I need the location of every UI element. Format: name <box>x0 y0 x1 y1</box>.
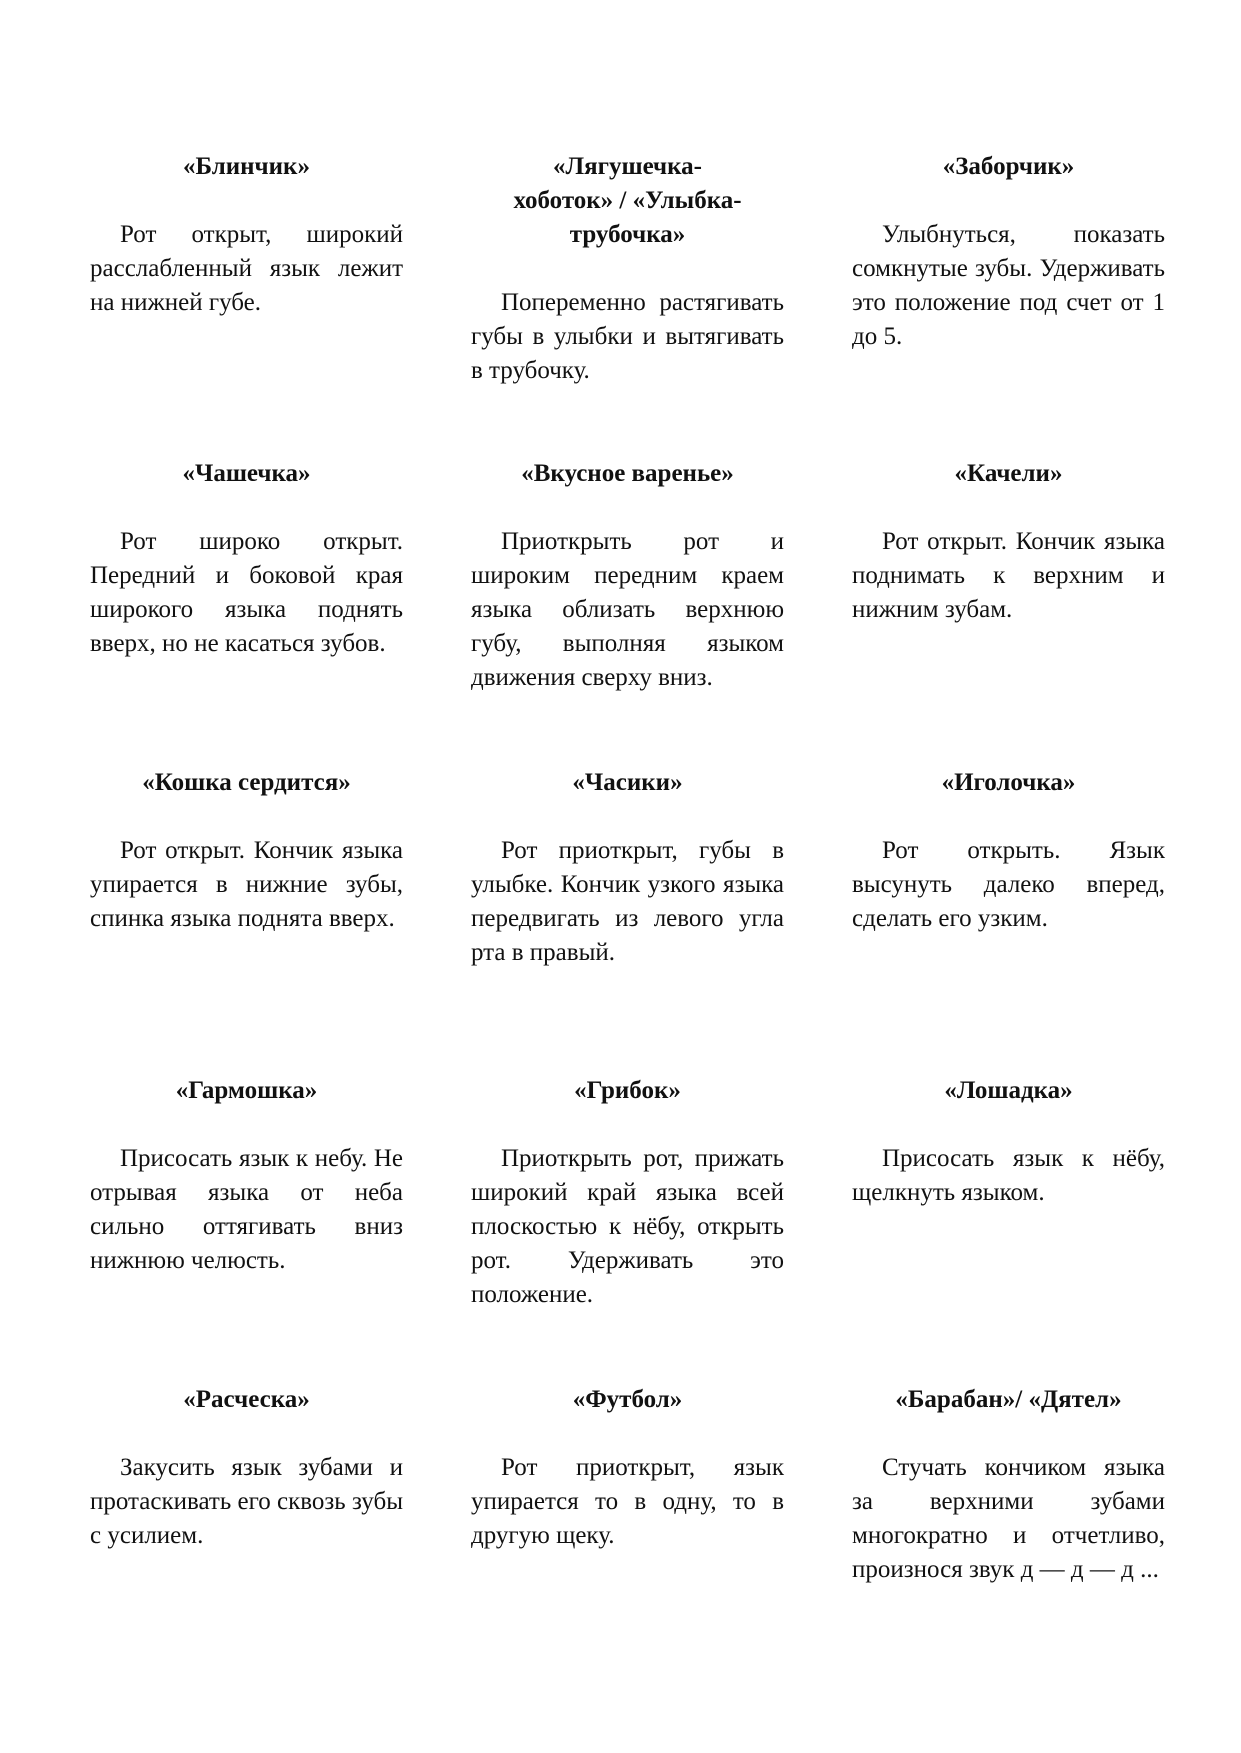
exercise-card <box>471 1383 784 1553</box>
exercise-description: Рот широко открыт. Передний и боковой края широкого языка поднять вверх, но не касаться зубов. <box>90 528 403 657</box>
exercise-card <box>90 766 403 936</box>
exercise-description: Рот открыт. Кончик языка упирается в нижние зубы, спинка языка поднята вверх. <box>90 837 403 932</box>
exercise-title: «Часики» <box>572 769 683 796</box>
exercise-title: «Лошадка» <box>944 1077 1073 1104</box>
exercise-title: «Заборчик» <box>942 153 1075 180</box>
exercise-title: «Чашечка» <box>182 460 311 487</box>
exercise-title: «Вкусное варенье» <box>521 460 734 487</box>
exercise-title: «Качели» <box>954 460 1063 487</box>
exercise-title: «Грибок» <box>574 1077 681 1104</box>
exercise-card <box>471 766 784 970</box>
exercise-title: «Расческа» <box>183 1386 310 1413</box>
exercise-title: «Иголочка» <box>941 769 1076 796</box>
exercise-card <box>471 457 784 695</box>
exercise-card <box>852 1074 1165 1210</box>
exercise-title: «Барабан»/ «Дятел» <box>895 1386 1122 1413</box>
exercise-description: Рот приоткрыт, губы в улыбке. Кончик узкого языка передвигать из левого угла рта в правый. <box>471 837 784 966</box>
exercise-description: Стучать кончиком языка за верхними зубами многократно и отчетливо, произнося звук д — д — д ... <box>852 1454 1165 1583</box>
exercise-card <box>90 1383 403 1553</box>
exercise-title: «Гармошка» <box>175 1077 318 1104</box>
exercise-card <box>852 457 1165 627</box>
exercise-title: «Блинчик» <box>183 153 310 180</box>
exercise-description: Рот открыт. Кончик языка поднимать к верхним и нижним зубам. <box>852 528 1165 623</box>
exercise-description: Рот приоткрыт, язык упирается то в одну, то в другую щеку. <box>471 1454 784 1549</box>
exercise-card <box>90 1074 403 1278</box>
exercise-description: Приоткрыть рот, прижать широкий край языка всей плоскостью к нёбу, открыть рот. Удерживать это положение. <box>471 1145 784 1308</box>
exercise-description: Закусить язык зубами и протаскивать его сквозь зубы с усилием. <box>90 1454 403 1549</box>
exercise-card <box>90 457 403 661</box>
exercise-card <box>471 1074 784 1312</box>
exercise-description: Попеременно растягивать губы в улыбки и вытягивать в трубочку. <box>471 289 784 384</box>
exercise-description: Присосать язык к небу. Не отрывая языка от неба сильно оттягивать вниз нижнюю челюсть. <box>90 1145 403 1274</box>
exercise-description: Приоткрыть рот и широким передним краем языка облизать верхнюю губу, выполняя языком движения сверху вниз. <box>471 528 784 691</box>
exercise-card <box>471 150 784 388</box>
exercise-card <box>90 150 403 320</box>
exercise-title: «Лягушечка-хоботок» / «Улыбка-трубочка» <box>513 153 742 248</box>
exercise-description: Рот открыть. Язык высунуть далеко вперед, сделать его узким. <box>852 837 1165 932</box>
exercise-description: Рот открыт, широкий расслабленный язык лежит на нижней губе. <box>90 221 403 316</box>
exercise-title: «Кошка сердится» <box>142 769 351 796</box>
exercise-title: «Футбол» <box>572 1386 683 1413</box>
exercise-card <box>852 150 1165 354</box>
exercise-description: Улыбнуться, показать сомкнутые зубы. Удерживать это положение под счет от 1 до 5. <box>852 221 1165 350</box>
exercise-card <box>852 1383 1165 1587</box>
exercise-card <box>852 766 1165 936</box>
exercise-description: Присосать язык к нёбу, щелкнуть языком. <box>852 1145 1165 1206</box>
